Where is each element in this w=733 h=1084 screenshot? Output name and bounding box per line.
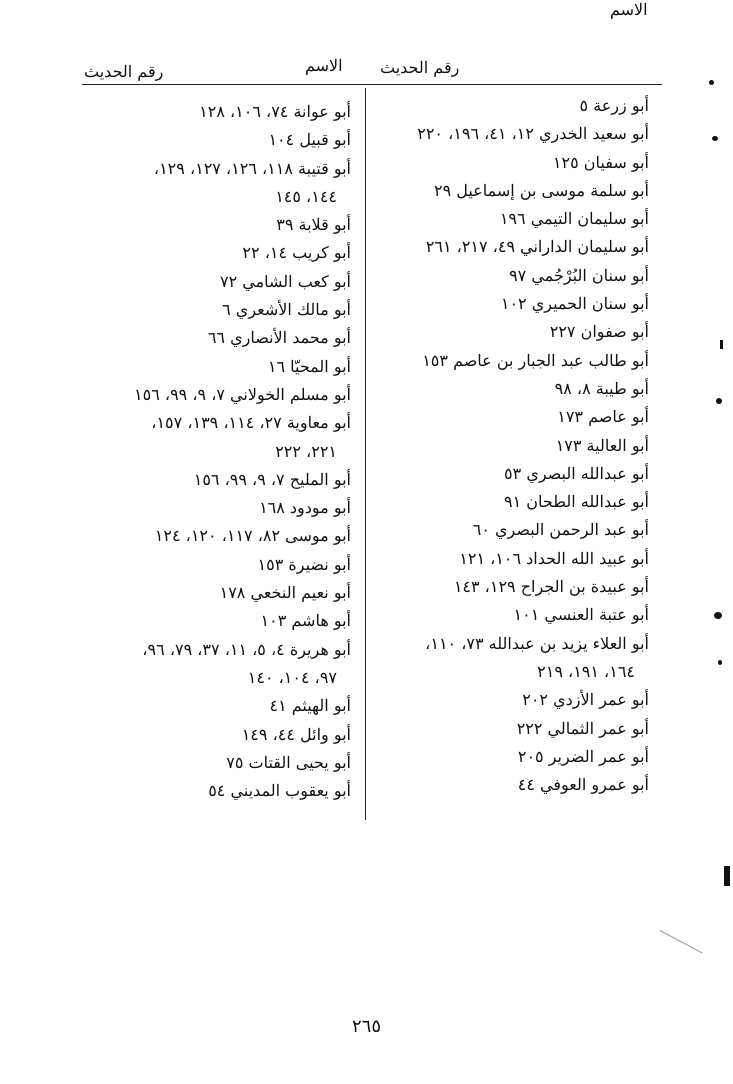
index-entry: أبو وائل ٤٤، ١٤٩ (241, 724, 351, 744)
scan-speck (720, 340, 723, 349)
index-entry: أبو قلابة ٣٩ (276, 215, 351, 235)
index-entry: أبو سنان البُرْجُمي ٩٧ (509, 265, 649, 285)
index-entry: أبو سلمة موسى بن إسماعيل ٢٩ (434, 180, 649, 200)
index-entry: أبو يحيى القتات ٧٥ (226, 752, 351, 772)
scan-speck (712, 136, 718, 141)
index-entry: أبو مودود ١٦٨ (259, 498, 351, 518)
index-entry: أبو سليمان التيمي ١٩٦ (499, 209, 649, 229)
index-entry: أبو سليمان الداراني ٤٩، ٢١٧، ٢٦١ (425, 237, 649, 257)
scan-speck (714, 612, 722, 619)
index-entry: أبو مالك الأشعري ٦ (222, 300, 351, 320)
index-entry-continuation: ٩٧، ١٠٤، ١٤٠ (247, 667, 337, 687)
right-column-number-header: رقم الحديث (380, 58, 460, 77)
index-entry: أبو المليح ٧، ٩، ٩٩، ١٥٦ (193, 469, 351, 489)
right-column (369, 92, 649, 799)
index-entry: أبو عبد الرحمن البصري ٦٠ (472, 520, 649, 540)
header-divider (82, 84, 662, 85)
index-entry: أبو العلاء يزيد بن عبدالله ٧٣، ١١٠، (425, 633, 649, 653)
index-entry: أبو عمرو العوفي ٤٤ (517, 775, 649, 795)
index-entry: أبو سنان الحميري ١٠٢ (500, 294, 649, 314)
index-entry: أبو الهيثم ٤١ (269, 696, 351, 716)
index-entry: أبو قبيل ١٠٤ (268, 130, 351, 150)
index-entry-continuation: ١٤٤، ١٤٥ (275, 186, 337, 206)
index-entry: أبو موسى ٨٢، ١١٧، ١٢٠، ١٢٤ (154, 526, 351, 546)
index-entry: أبو نعيم النخعي ١٧٨ (219, 583, 351, 603)
index-entry: أبو عبدالله البصري ٥٣ (504, 463, 649, 483)
index-entry: أبو مسلم الخولاني ٧، ٩، ٩٩، ١٥٦ (134, 384, 351, 404)
index-entry: أبو عمر الأزدي ٢٠٢ (522, 690, 649, 710)
right-column-name-header: الاسم (610, 0, 648, 19)
index-entry: أبو سعيد الخدري ١٢، ٤١، ١٩٦، ٢٢٠ (417, 124, 649, 144)
index-entry: أبو قتيبة ١١٨، ١٢٦، ١٢٧، ١٢٩، (153, 158, 351, 178)
left-column (81, 98, 351, 805)
index-entry: أبو عبيد الله الحداد ١٠٦، ١٢١ (459, 548, 649, 568)
index-entry: أبو زرعة ٥ (579, 96, 649, 115)
index-entry: أبو كريب ١٤، ٢٢ (242, 243, 351, 263)
index-entry: أبو نضيرة ١٥٣ (257, 554, 351, 574)
index-entry-continuation: ١٦٤، ١٩١، ٢١٩ (537, 661, 635, 681)
index-entry: أبو عوانة ٧٤، ١٠٦، ١٢٨ (199, 102, 351, 121)
index-entry: أبو صفوان ٢٢٧ (549, 322, 649, 342)
index-entry: أبو طالب عبد الجبار بن عاصم ١٥٣ (422, 350, 649, 370)
index-entry: أبو عاصم ١٧٣ (557, 407, 649, 427)
index-entry: أبو عتبة العنسي ١٠١ (513, 605, 649, 625)
left-column-number-header: رقم الحديث (84, 62, 164, 81)
scan-scratch (660, 930, 703, 953)
scan-speck (709, 80, 714, 85)
index-entry: أبو يعقوب المديني ٥٤ (208, 781, 351, 801)
index-entry: أبو كعب الشامي ٧٢ (219, 271, 351, 291)
index-entry: أبو محمد الأنصاري ٦٦ (207, 328, 351, 348)
index-entry: أبو عمر الثمالي ٢٢٢ (516, 718, 649, 738)
index-entry: أبو المحيّا ١٦ (267, 356, 351, 376)
column-divider (365, 88, 366, 820)
index-entry: أبو هاشم ١٠٣ (260, 611, 351, 631)
scan-speck (718, 660, 722, 665)
index-entry: أبو طيبة ٨، ٩٨ (554, 378, 649, 398)
index-entry: أبو هريرة ٤، ٥، ١١، ٣٧، ٧٩، ٩٦، (142, 639, 351, 659)
left-column-name-header: الاسم (305, 56, 343, 75)
scan-speck (716, 398, 722, 404)
index-entry: أبو عمر الضرير ٢٠٥ (517, 746, 649, 766)
index-entry: أبو معاوية ٢٧، ١١٤، ١٣٩، ١٥٧، (151, 413, 351, 433)
index-entry: أبو العالية ١٧٣ (555, 435, 649, 455)
page-number: ٢٦٥ (351, 1016, 381, 1037)
scan-speck (724, 866, 730, 886)
index-entry: أبو عبيدة بن الجراح ١٢٩، ١٤٣ (453, 577, 649, 597)
index-entry: أبو سفيان ١٢٥ (552, 152, 649, 172)
index-entry: أبو عبدالله الطحان ٩١ (504, 492, 649, 512)
index-entry-continuation: ٢٢١، ٢٢٢ (275, 441, 337, 461)
